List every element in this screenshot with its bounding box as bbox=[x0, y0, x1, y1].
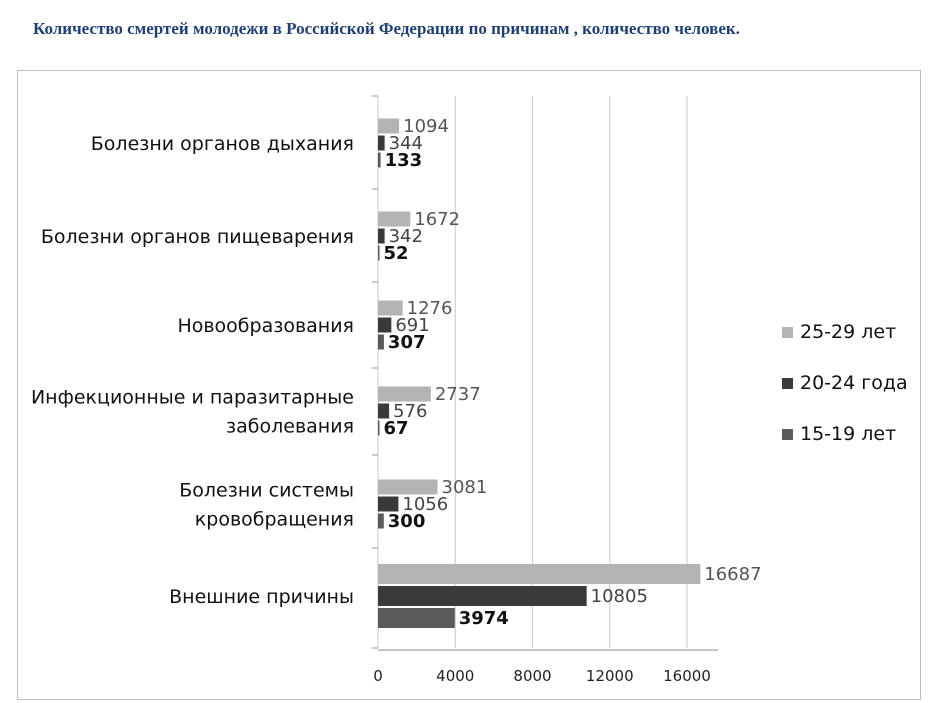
legend-label: 20-24 года bbox=[800, 372, 908, 394]
bar bbox=[378, 301, 403, 316]
data-label: 576 bbox=[393, 401, 428, 422]
category-label: кровобращения bbox=[194, 508, 354, 531]
data-label: 307 bbox=[387, 332, 426, 353]
legend-swatch bbox=[782, 378, 793, 389]
data-label: 10805 bbox=[590, 586, 648, 607]
bar bbox=[378, 514, 384, 529]
bars bbox=[378, 119, 700, 629]
x-tick-label: 12000 bbox=[585, 667, 634, 685]
category-label: Болезни органов дыхания bbox=[90, 133, 354, 155]
bar bbox=[378, 212, 410, 227]
x-tick-label: 16000 bbox=[663, 667, 711, 685]
bar bbox=[378, 136, 385, 151]
data-label: 52 bbox=[383, 243, 409, 264]
x-tick-label: 0 bbox=[373, 667, 383, 685]
bar bbox=[378, 387, 431, 402]
legend-label: 25-29 лет bbox=[800, 321, 897, 343]
bar bbox=[378, 497, 398, 512]
bar bbox=[378, 335, 384, 350]
data-label: 1056 bbox=[402, 494, 449, 515]
page-title: Количество смертей молодежи в Российской Федерации по причинам , количество человек. bbox=[33, 19, 740, 38]
bar bbox=[378, 564, 700, 584]
bar bbox=[378, 229, 385, 244]
data-label: 3974 bbox=[458, 608, 509, 629]
data-label: 67 bbox=[383, 418, 409, 439]
data-label: 344 bbox=[388, 133, 424, 154]
data-label: 300 bbox=[387, 511, 426, 532]
category-label: Инфекционные и паразитарные bbox=[30, 386, 354, 409]
data-label: 1276 bbox=[406, 298, 453, 319]
data-label: 16687 bbox=[704, 564, 762, 585]
bar bbox=[378, 119, 399, 134]
bar bbox=[378, 318, 391, 333]
legend-swatch bbox=[782, 429, 793, 440]
legend-label: 15-19 лет bbox=[800, 423, 897, 445]
category-label: Болезни органов пищеварения bbox=[40, 226, 354, 248]
data-label: 3081 bbox=[441, 477, 488, 498]
category-label: Болезни системы bbox=[179, 479, 354, 502]
category-label: Новообразования bbox=[177, 315, 354, 337]
x-tick-label: 4000 bbox=[436, 667, 475, 685]
bar bbox=[378, 480, 438, 495]
bar bbox=[378, 153, 381, 168]
bar bbox=[378, 608, 455, 628]
legend-swatch bbox=[782, 327, 793, 338]
data-label: 1094 bbox=[403, 116, 449, 137]
legend bbox=[782, 321, 908, 445]
category-label: Внешние причины bbox=[169, 586, 354, 608]
data-label: 342 bbox=[388, 226, 423, 247]
data-label: 2737 bbox=[434, 384, 481, 405]
bar bbox=[378, 404, 389, 419]
x-tick-label: 8000 bbox=[513, 667, 552, 685]
category-label: заболевания bbox=[226, 415, 354, 438]
bar bbox=[378, 246, 380, 261]
data-label: 1672 bbox=[414, 209, 461, 230]
bar bbox=[378, 586, 587, 606]
data-label: 691 bbox=[395, 315, 430, 336]
data-label: 133 bbox=[384, 150, 423, 171]
bar bbox=[378, 421, 380, 436]
